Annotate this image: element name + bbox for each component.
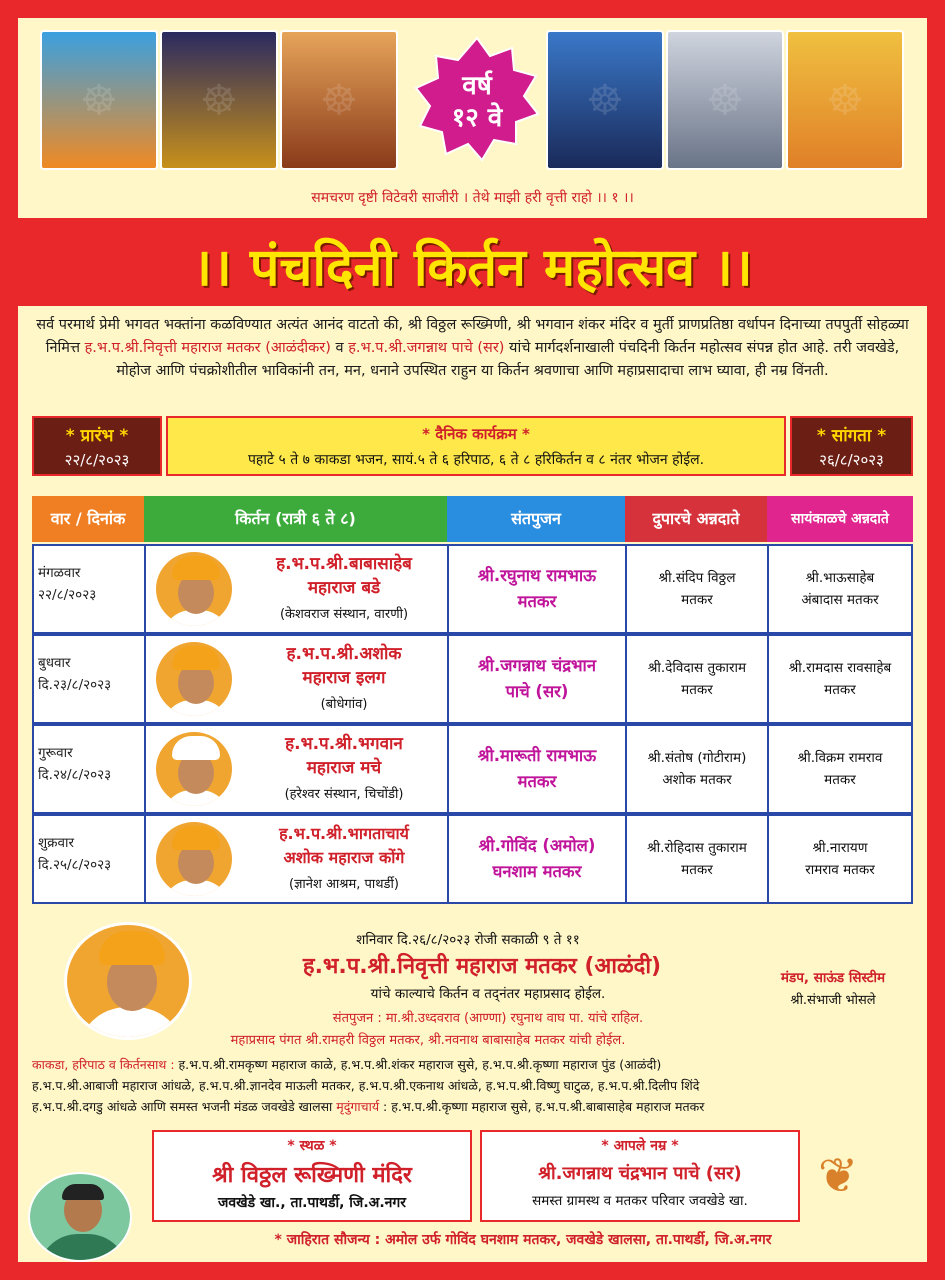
kirtankar-place: (बोधेगांव) [320,697,368,712]
santpujan-cell [449,636,627,722]
badge-line1: वर्ष [462,71,492,101]
table-row [32,814,913,904]
evening-donor-cell [769,546,911,632]
kirtankar-name [242,822,446,870]
day-date: दि.२५/८/२०२३ [38,857,112,873]
sant-line2: मतकर [517,772,557,791]
don1-line2: अशोक मतकर [662,772,732,788]
don2-line1: श्री.भाऊसाहेब [805,570,875,586]
intro-name1: ह.भ.प.श्री.निवृत्ती महाराज मतकर (आळंदीकर) [84,340,331,356]
santpujan-cell [449,726,627,812]
header-kirtan: किर्तन (रात्री ६ ते ८) [144,496,447,542]
header-don1: दुपारचे अन्नदाते [625,496,767,542]
start-label: * प्रारंभ * [65,426,129,446]
day-cell [34,816,146,902]
start-date: २२/८/२०२३ [64,451,130,469]
don2-line2: मतकर [824,772,856,788]
sant-line2: मतकर [517,592,557,611]
day-cell [34,546,146,632]
don1-line1: श्री.रोहिदास तुकाराम [647,840,747,856]
vitthal-rukmini-image [160,30,278,170]
location-label: * स्थळ * [287,1138,337,1154]
page-title: ।। पंचदिनी किर्तन महोत्सव ।। [192,237,753,298]
santpujan-cell [449,546,627,632]
saath-t2: ह.भ.प.श्री.आबाजी महाराज आंधळे, ह.भ.प.श्री.ज्ञानदेव माऊली मतकर, ह.भ.प.श्री.एकनाथ आंधळे, ह.भ.प.श्री.विष्णु घाटुळ, ह.भ.प.श्री.दिलीप शिंदे [32,1078,700,1093]
day-name: बुधवार [38,655,71,671]
afternoon-donor-cell [627,816,769,902]
kirtankar-place: (केशवराज संस्थान, वारणी) [279,607,409,622]
shrine-image [666,30,784,170]
afternoon-donor-cell [627,546,769,632]
kirtankar-name-line2: महाराज इलग [302,668,386,688]
location-box [152,1130,472,1222]
year-badge [412,36,542,164]
shiva-icon: ☸ [586,75,624,125]
mrdung-label: मृदुंगाचार्य [336,1099,380,1114]
sant-line2: पाचे (सर) [505,682,569,701]
day-date: २२/८/२०२३ [38,587,97,603]
evening-donor-cell [769,726,911,812]
don2-line1: श्री.रामदास रावसाहेब [788,660,892,676]
intro-name2: ह.भ.प.श्री.जगन्नाथ पाचे (सर) [348,340,505,356]
saint-image [40,30,158,170]
main-kirtankar-photo [64,922,192,1040]
main-kirtankar-name: ह.भ.प.श्री.निवृत्ती महाराज मतकर (आळंदी) [302,954,662,979]
kirtankar-name-line1: ह.भ.प.श्री.अशोक [286,644,402,664]
day-name: शुक्रवार [38,835,75,851]
santpujan-line: संतपुजन : मा.श्री.उध्दवराव (आण्णा) रघुनाथ वाघ पा. यांचे राहिल. [332,1011,644,1026]
don1-line2: मतकर [681,592,713,608]
apale-box [480,1130,800,1222]
kirtankar-name-line1: ह.भ.प.श्री.भागताचार्य [279,824,409,843]
kirtankar-name-line2: अशोक महाराज कोंगे [283,848,405,867]
kirtan-cell [146,816,449,902]
apale-label: * आपले नम्र * [601,1138,679,1154]
sant-line2: घनशाम मतकर [492,862,582,881]
apale-sub: समस्त ग्रामस्थ व मतकर परिवार जवखेडे खा. [532,1193,748,1209]
day-name: गुरूवार [38,745,73,761]
daily-text: पहाटे ५ ते ७ काकडा भजन, सायं.५ ते ६ हरिपाठ, ६ ते ८ हरिकिर्तन व ८ नंतर भोजन होईल. [247,452,705,468]
don1-line1: श्री.देविदास तुकाराम [647,660,747,676]
kirtankar-name-line2: महाराज बडे [307,578,381,598]
table-row [32,724,913,814]
sant-line1: श्री.मारूती रामभाऊ [477,746,597,765]
shrine-icon: ☸ [706,75,744,125]
don2-line2: रामराव मतकर [805,862,875,878]
day-date: दि.२४/८/२०२३ [38,767,112,783]
header-sant: संतपुजन [447,496,625,542]
daily-box [166,416,786,476]
saath-t1: ह.भ.प.श्री.रामकृष्ण महाराज काळे, ह.भ.प.श्री.शंकर महाराज सुसे, ह.भ.प.श्री.कृष्णा महाराज पुंड (आळंदी) [178,1057,662,1072]
kirtan-cell [146,546,449,632]
kirtankar-photo [154,640,234,718]
vitthal-icon: ☸ [200,75,238,125]
evening-donor-cell [769,816,911,902]
don1-line1: श्री.संदिप विठ्ठल [658,570,736,586]
kala-kirtan-line: यांचे काल्याचे किर्तन व तद्नंतर महाप्रसाद होईल. [370,986,606,1002]
header-don2: सायंकाळचे अन्नदाते [767,496,913,542]
location-name: श्री विठ्ठल रूख्मिणी मंदिर [212,1163,412,1188]
kirtan-cell [146,726,449,812]
evening-donor-cell [769,636,911,722]
intro-p1: सर्व परमार्थ प्रेमी भगवत भक्तांना कळविण्यात अत्यंत आनंद वाटतो की, श्री विठ्ठल रूख्मिणी, श्री भगवान शंकर मंदिर व मुर्ती प्राणप्रतिष्ठा वर्धापन दिनाच्या तपपुर्ती सोहळ्या निमित्त [36,317,909,356]
saint-icon: ☸ [80,75,118,125]
saath-label: काकडा, हरिपाठ व किर्तनसाथ : [32,1057,179,1072]
kirtankar-place: (ज्ञानेश आश्रम, पाथर्डी) [289,877,399,892]
don2-line1: श्री.नारायण [812,840,868,856]
day-date: दि.२३/८/२०२३ [38,677,112,693]
location-sub: जवखेडे खा., ता.पाथर्डी, जि.अ.नगर [217,1195,407,1211]
apale-name: श्री.जगन्नाथ चंद्रभान पाचे (सर) [538,1163,742,1184]
start-box [32,416,162,476]
don1-line2: मतकर [681,862,713,878]
intro-text [32,314,913,383]
end-date: २६/८/२०२३ [819,451,884,469]
day-cell [34,636,146,722]
sponsor-line: * जाहिरात सौजन्य : अमोल उर्फ गोविंद घनशाम मतकर, जवखेडे खालसा, ता.पाथर्डी, जि.अ.नगर [274,1232,772,1248]
afternoon-donor-cell [627,726,769,812]
kirtankar-name-line1: ह.भ.प.श्री.बाबासाहेब [276,554,412,574]
sant-line1: श्री.गोविंद (अमोल) [478,836,596,855]
shiva-image [546,30,664,170]
intro-p2: व [330,340,349,356]
badge-line2: १२ वे [451,103,503,133]
table-row [32,544,913,634]
don2-line2: अंबादास मतकर [801,592,879,608]
sant-line1: श्री.रघुनाथ रामभाऊ [477,566,597,585]
kirtankar-name-line2: महाराज मचे [306,758,382,778]
kirtan-cell [146,636,449,722]
kirtankar-photo [154,730,234,808]
saath-t4: : ह.भ.प.श्री.कृष्णा महाराज सुसे, ह.भ.प.श्री.बाबासाहेब महाराज मतकर [379,1099,705,1114]
verse: समचरण दृष्टी विटेवरी साजीरी । तेथे माझी हरी वृत्ती राहो ।। १ ।। [311,190,634,206]
saath-text [32,1054,913,1117]
don1-line2: मतकर [681,682,713,698]
floral-decoration-icon: ❦ [818,1148,859,1204]
tukaram-icon: ☸ [826,75,864,125]
kirtankar-photo [154,550,234,628]
saturday-line: शनिवार दि.२६/८/२०२३ रोजी सकाळी ९ ते ११ [356,932,580,948]
ahilyabai-image [280,30,398,170]
mahaprasad-line: महाप्रसाद पंगत श्री.रामहरी विठ्ठल मतकर, श्री.नवनाथ बाबासाहेब मतकर यांची होईल. [230,1033,626,1048]
tukaram-image [786,30,904,170]
kirtankar-photo [154,820,234,898]
ahilyabai-icon: ☸ [320,75,358,125]
afternoon-donor-cell [627,636,769,722]
saath-t3: ह.भ.प.श्री.दगडु आंधळे आणि समस्त भजनी मंडळ जवखेडे खालसा [32,1099,337,1114]
kirtankar-name [242,732,446,780]
poster [18,18,927,1262]
santpujan-cell [449,816,627,902]
intro-p3: यांचे मार्गदर्शनाखाली पंचदिनी किर्तन महोत्सव संपन्न होत आहे. तरी जवखेडे, मोहोज आणि पंचक्रोशीतील भाविकांनी तन, मन, धनाने उपस्थित राहुन या किर्तन श्रवणाचा आणि महाप्रसादाचा लाभ घ्यावा, ही नम्र विंनती. [116,340,900,379]
don1-line1: श्री.संतोष (गोटीराम) [647,750,747,766]
don2-line2: मतकर [824,682,856,698]
kirtankar-place: (हरेश्वर संस्थान, चिचोंडी) [284,787,404,802]
table-row [32,634,913,724]
daily-label: * दैनिक कार्यक्रम * [422,425,530,443]
kirtankar-name [242,552,446,600]
don2-line1: श्री.विक्रम रामराव [797,750,883,766]
day-name: मंगळवार [38,565,81,581]
kirtankar-name-line1: ह.भ.प.श्री.भगवान [285,734,403,754]
day-cell [34,726,146,812]
mandap-title: मंडप, साऊंड सिस्टीम [780,970,886,986]
mandap-name: श्री.संभाजी भोसले [790,993,876,1008]
end-box [790,416,913,476]
end-label: * सांगता * [816,426,887,446]
sponsor-photo [28,1172,132,1262]
sant-line1: श्री.जगन्नाथ चंद्रभान [478,656,596,675]
kirtankar-name [242,642,446,690]
header-day: वार / दिनांक [32,496,144,542]
